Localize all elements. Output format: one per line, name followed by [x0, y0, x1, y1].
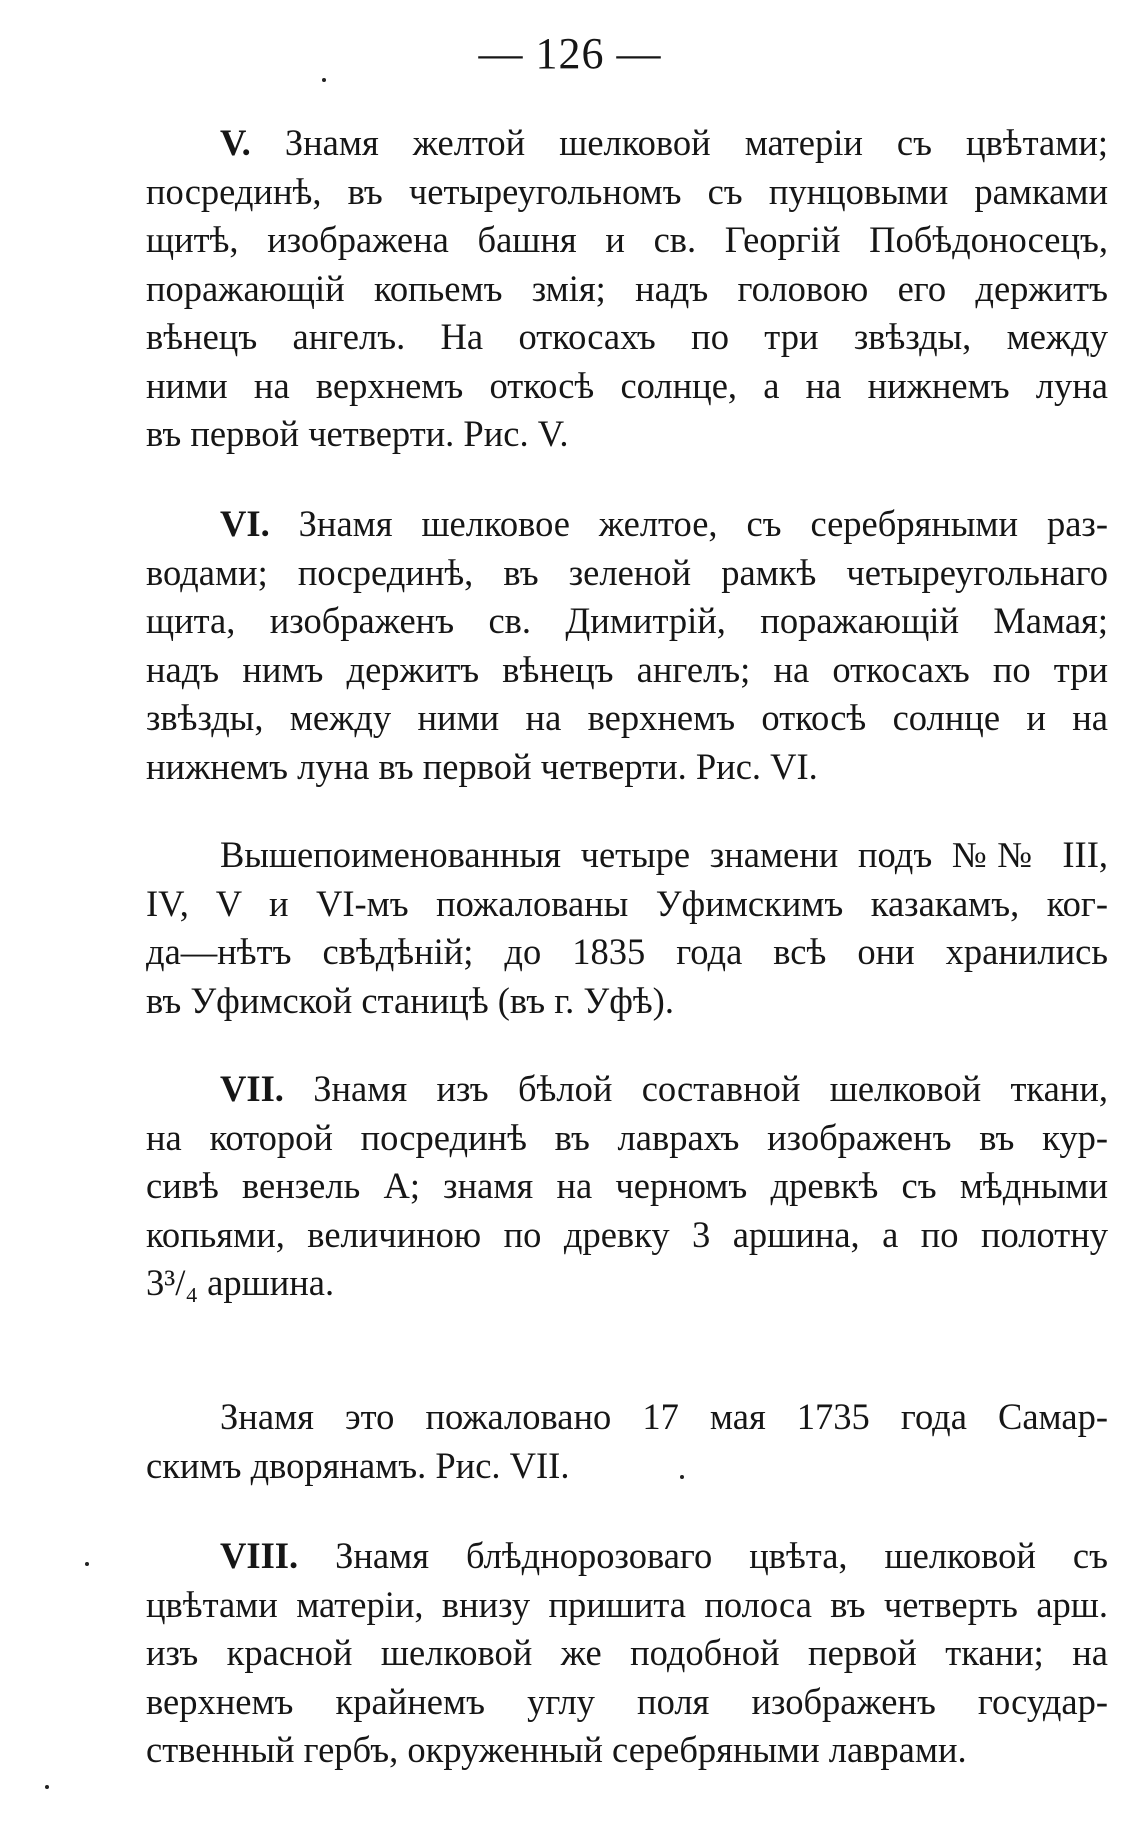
paragraph-samara-nobles	[146, 1393, 1108, 1490]
text-line: на которой посрединѣ въ лаврахъ изображенъ въ кур-	[146, 1116, 1108, 1158]
text-line: поражающій копьемъ змія; надъ головою его держитъ	[146, 267, 1108, 309]
text-line: вѣнецъ ангелъ. На откосахъ по три звѣзды, между	[146, 316, 1108, 357]
text-line: ними на верхнемъ откосѣ солнце, а на нижнемъ луна	[146, 364, 1108, 406]
section-numeral: VIII.	[220, 1535, 299, 1576]
text-line: нижнемъ луна въ первой четверти. Рис. VI.	[146, 745, 818, 787]
text-line	[146, 1532, 1108, 1581]
text-line: 3³/₄ аршина.	[146, 1262, 335, 1303]
scan-speck	[85, 1562, 89, 1566]
text-line: надъ нимъ держитъ вѣнецъ ангелъ; на откосахъ по три	[146, 648, 1108, 690]
paragraph-ufa-cossacks	[146, 831, 1108, 1025]
page-number: — 126 —	[478, 29, 662, 78]
line-text: Знамя шелковое желтое, съ серебряными раз-	[269, 503, 1108, 544]
section-numeral: VI.	[220, 503, 270, 544]
paragraph-banner-vii	[146, 1065, 1108, 1308]
text-line: звѣзды, между ними на верхнемъ откосѣ солнце и на	[146, 697, 1108, 738]
paragraph-banner-viii	[146, 1532, 1108, 1775]
text-line	[146, 500, 1108, 549]
text-line: изъ красной шелковой же подобной первой ткани; на	[146, 1632, 1108, 1673]
section-numeral: V.	[220, 122, 251, 163]
scan-speck	[45, 1785, 49, 1789]
section-numeral: VII.	[220, 1068, 284, 1109]
text-line: скимъ дворянамъ. Рис. VII.	[146, 1444, 570, 1486]
text-line: посрединѣ, въ четыреугольномъ съ пунцовыми рамками	[146, 170, 1108, 212]
text-line: Вышепоименованныя четыре знамени подъ №№ III,	[220, 834, 1108, 875]
text-line: цвѣтами матеріи, внизу пришита полоса въ четверть арш.	[146, 1583, 1108, 1625]
text-line: IV, V и VI-мъ пожалованы Уфимскимъ казакамъ, ког-	[146, 882, 1108, 924]
paragraph-banner-vi	[146, 500, 1108, 791]
text-line: водами; посрединѣ, въ зеленой рамкѣ четыреугольнаго	[146, 551, 1108, 593]
text-line: Знамя это пожаловано 17 мая 1735 года Самар-	[220, 1396, 1108, 1437]
line-text: Знамя желтой шелковой матеріи съ цвѣтами;	[250, 122, 1108, 163]
text-line: щита, изображенъ св. Димитрій, поражающій Мамая;	[146, 600, 1108, 641]
text-line: въ первой четверти. Рис. V.	[146, 413, 569, 454]
line-text: Знамя изъ бѣлой составной шелковой ткани,	[283, 1068, 1108, 1109]
text-line: ственный гербъ, окруженный серебряными лаврами.	[146, 1729, 967, 1770]
text-line: щитѣ, изображена башня и св. Георгій Побѣдоносецъ,	[146, 219, 1108, 260]
scan-speck	[322, 78, 326, 82]
text-line: да—нѣтъ свѣдѣній; до 1835 года всѣ они хранились	[146, 931, 1108, 972]
text-line: верхнемъ крайнемъ углу поля изображенъ государ-	[146, 1680, 1108, 1722]
scan-speck	[680, 1475, 684, 1479]
text-line: сивѣ вензель А; знамя на черномъ древкѣ съ мѣдными	[146, 1165, 1108, 1206]
text-line: копьями, величиною по древку 3 аршина, а по полотну	[146, 1213, 1108, 1255]
text-line	[146, 119, 1108, 168]
text-line	[146, 1065, 1108, 1114]
paragraph-banner-v	[146, 119, 1108, 459]
line-text: Знамя блѣднорозоваго цвѣта, шелковой съ	[298, 1535, 1108, 1576]
text-line: въ Уфимской станицѣ (въ г. Уфѣ).	[146, 979, 674, 1021]
